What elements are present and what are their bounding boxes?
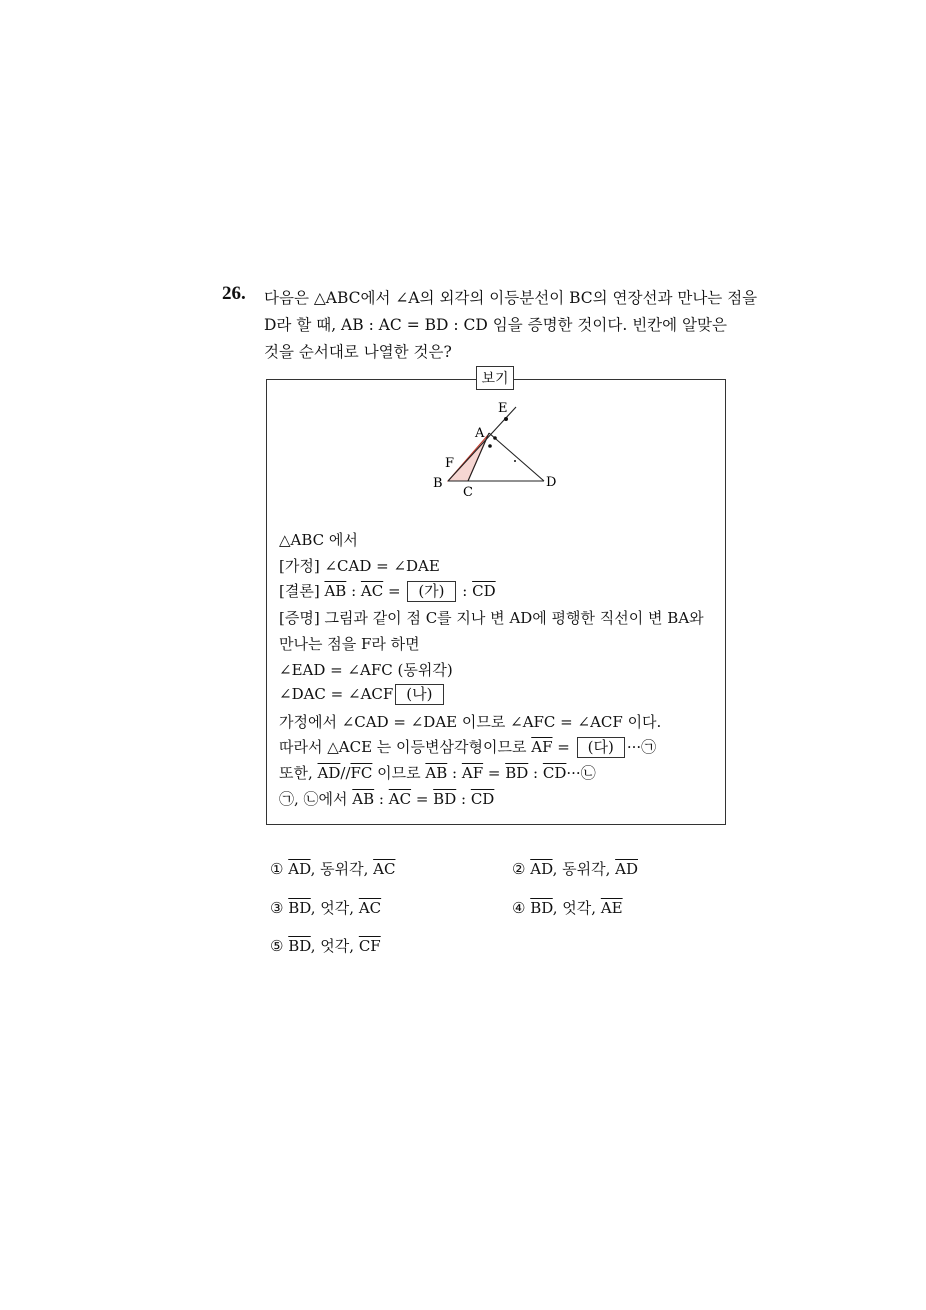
proof-line-7-mid: 이므로: [372, 764, 426, 782]
angle-mark-dot-1: [493, 436, 497, 440]
choice-a: $\overline{BD}$: [288, 937, 311, 955]
choice-a: $\overline{AD}$: [530, 860, 553, 878]
hypothesis-text: ∠CAD = ∠DAE: [324, 557, 440, 575]
label-d: D: [546, 475, 557, 490]
choice-c: $\overline{CF}$: [358, 937, 381, 955]
proof-line-7-prefix: 또한,: [279, 764, 318, 782]
choice-3[interactable]: ③ $\overline{BD}$, 엇각, $\overline{AC}$: [270, 899, 382, 917]
choice-1[interactable]: ① $\overline{AD}$, 동위각, $\overline{AC}$: [270, 860, 396, 878]
triangle-line: △ABC 에서: [279, 531, 358, 549]
choice-number: ①: [270, 860, 284, 878]
proof-line-7: [279, 762, 596, 783]
choice-b: 동위각: [320, 860, 364, 878]
segment-bd: $\overline{BD}$: [505, 764, 529, 782]
ad-midpoint-dot: [514, 460, 516, 462]
question-text-line-1: 다음은 △ABC에서 ∠A의 외각의 이등분선이 BC의 연장선과 만나는 점을: [264, 289, 758, 307]
parallel-sign: //: [340, 764, 351, 782]
separator: :: [457, 582, 473, 600]
choice-a: $\overline{BD}$: [288, 899, 311, 917]
choice-number: ②: [512, 860, 526, 878]
proof-line-4: [279, 684, 446, 705]
choice-c: $\overline{AD}$: [615, 860, 638, 878]
question-text-line-2: D라 할 때, AB : AC = BD : CD 임을 증명한 것이다. 빈칸에 알맞은: [264, 316, 727, 334]
separator: :: [456, 790, 471, 808]
segment-ac: $\overline{AC}$: [388, 790, 412, 808]
segment-af: $\overline{AF}$: [461, 764, 484, 782]
choice-a: $\overline{BD}$: [530, 899, 553, 917]
proof-line-5: 가정에서 ∠CAD = ∠DAE 이므로 ∠AFC = ∠ACF 이다.: [279, 713, 662, 731]
label-c: C: [463, 485, 473, 500]
label-e: E: [498, 401, 508, 416]
segment-cd: $\overline{CD}$: [542, 764, 567, 782]
hypothesis-line: [279, 555, 440, 576]
proof-line-2: 만나는 점을 F라 하면: [279, 635, 420, 653]
equals: =: [483, 764, 506, 782]
segment-ab: $\overline{AB}$: [425, 764, 448, 782]
segment-ab: $\overline{AB}$: [352, 790, 375, 808]
question-number: 26.: [222, 283, 246, 304]
segment-af: $\overline{AF}$: [531, 738, 553, 756]
choice-2[interactable]: ② $\overline{AD}$, 동위각, $\overline{AD}$: [512, 860, 638, 878]
proof-line-4-text: ∠DAC = ∠ACF: [279, 685, 394, 703]
marker-1: ···㉠: [626, 738, 657, 756]
angle-mark-dot-2: [488, 444, 492, 448]
choice-c: $\overline{AC}$: [358, 899, 382, 917]
choice-number: ③: [270, 899, 284, 917]
proof-line-6-text: 따라서 △ACE 는 이등변삼각형이므로: [279, 738, 532, 756]
choice-b: 동위각: [562, 860, 606, 878]
segment-cd: $\overline{CD}$: [472, 582, 496, 600]
separator: :: [447, 764, 462, 782]
choice-b: 엇각: [562, 899, 592, 917]
blank-ga: (가): [407, 581, 455, 602]
segment-fc: $\overline{FC}$: [350, 764, 373, 782]
choice-c: $\overline{AE}$: [600, 899, 623, 917]
choice-b: 엇각: [320, 937, 350, 955]
equals: =: [411, 790, 434, 808]
label-f: F: [445, 456, 455, 471]
choice-5[interactable]: ⑤ $\overline{BD}$, 엇각, $\overline{CF}$: [270, 937, 381, 955]
choice-a: $\overline{AD}$: [288, 860, 311, 878]
proof-line-8: [279, 788, 494, 809]
proof-line-1: [증명] 그림과 같이 점 C를 지나 변 AD에 평행한 직선이 변 BA와: [279, 609, 704, 627]
proof-line-6: [279, 736, 656, 758]
hypothesis-label: [가정]: [279, 557, 325, 575]
choice-4[interactable]: ④ $\overline{BD}$, 엇각, $\overline{AE}$: [512, 899, 623, 917]
segment-ab: $\overline{AB}$: [324, 582, 347, 600]
label-a: A: [475, 426, 485, 441]
label-b: B: [433, 476, 443, 491]
blank-da: (다): [577, 737, 625, 758]
choice-number: ⑤: [270, 937, 284, 955]
segment-ad: $\overline{AD}$: [317, 764, 341, 782]
segment-cd: $\overline{CD}$: [470, 790, 495, 808]
proof-line-3: ∠EAD = ∠AFC (동위각): [279, 661, 453, 679]
question-text-line-3: 것을 순서대로 나열한 것은?: [264, 343, 452, 361]
line-ad: [489, 433, 544, 481]
choice-b: 엇각: [320, 899, 350, 917]
geometry-figure: [420, 395, 580, 505]
point-e-marker: [504, 417, 508, 421]
equals: =: [552, 738, 575, 756]
conclusion-line: [279, 580, 496, 602]
separator: :: [374, 790, 389, 808]
example-box-title: 보기: [476, 366, 514, 390]
segment-ac: $\overline{AC}$: [360, 582, 384, 600]
conclusion-label: [결론]: [279, 582, 325, 600]
proof-line-8-prefix: ㉠, ㉡에서: [279, 790, 353, 808]
choice-c: $\overline{AC}$: [373, 860, 396, 878]
separator: :: [528, 764, 543, 782]
segment-bd: $\overline{BD}$: [433, 790, 457, 808]
equals: =: [383, 582, 406, 600]
marker-2: ···㉡: [566, 764, 596, 782]
separator: :: [346, 582, 361, 600]
blank-na: (나): [395, 684, 443, 705]
choice-number: ④: [512, 899, 526, 917]
